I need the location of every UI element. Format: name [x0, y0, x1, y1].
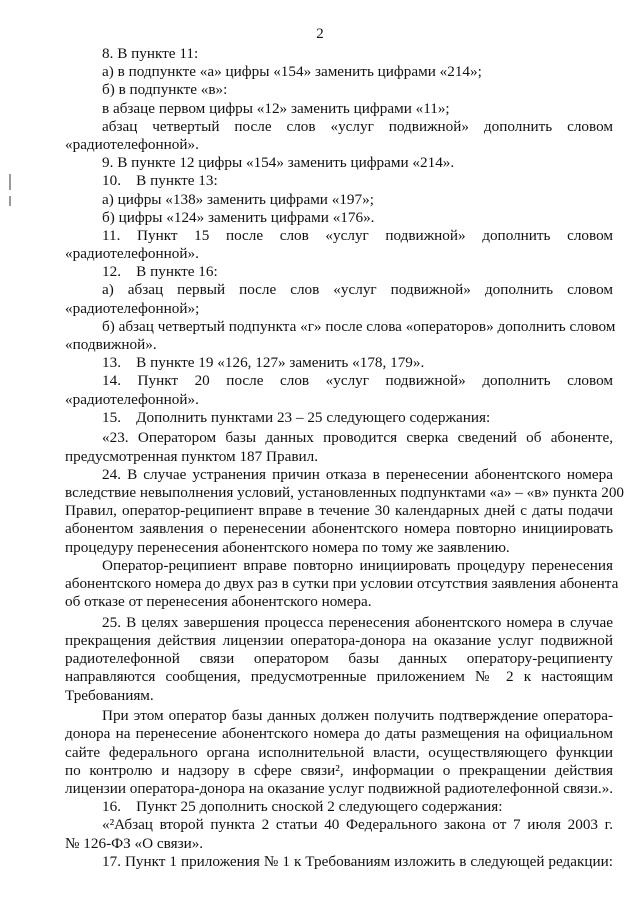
- text-line: 12. В пункте 16:: [102, 263, 218, 281]
- text-line: 24. В случае устранения причин отказа в перенесении абонентского номера: [102, 465, 613, 483]
- text-line: 13. В пункте 19 «126, 127» заменить «178, 179».: [102, 354, 425, 372]
- text-line: в абзаце первом цифры «12» заменить цифрами «11»;: [102, 99, 450, 117]
- text-line: а) абзац первый после слов «услуг подвижной» дополнить словом: [102, 281, 613, 299]
- text-line: абонентом заявления о перенесении абонентского номера повторно инициировать: [65, 520, 613, 538]
- text-line: абзац четвертый после слов «услуг подвижной» дополнить словом: [102, 117, 613, 135]
- text-line: б) абзац четвертый подпункта «г» после слова «операторов» дополнить словом: [102, 317, 616, 335]
- text-line: предусмотренная пунктом 187 Правил.: [65, 447, 318, 465]
- text-line: радиотелефонной связи оператором базы данных оператору-реципиенту: [65, 650, 613, 668]
- text-line: Правил, оператор-реципиент вправе в течение 30 календарных дней с даты подачи: [65, 502, 613, 520]
- text-line: Требованиям.: [65, 686, 154, 704]
- text-line: об отказе от перенесения абонентского номера.: [65, 593, 372, 611]
- text-line: № 126-ФЗ «О связи».: [65, 834, 204, 852]
- text-line: вследствие невыполнения условий, установленных подпунктами «а» – «в» пункта 200: [65, 484, 624, 501]
- text-line: 9. В пункте 12 цифры «154» заменить цифрами «214».: [102, 154, 455, 172]
- text-line: сайте федерального органа исполнительной власти, осуществляющего функции: [65, 743, 613, 761]
- text-line: 15. Дополнить пунктами 23 – 25 следующего содержания:: [102, 408, 491, 426]
- text-line: При этом оператор базы данных должен получить подтверждение оператора-: [102, 707, 613, 725]
- text-line: 14. Пункт 20 после слов «услуг подвижной» дополнить словом: [102, 372, 613, 390]
- text-line: по контролю и надзору в сфере связи², информации о прекращении действия: [65, 761, 613, 779]
- text-line: направляются сообщения, предусмотренные приложением № 2 к настоящим: [65, 668, 613, 686]
- text-line: 8. В пункте 11:: [102, 45, 199, 62]
- text-line: 10. В пункте 13:: [102, 172, 218, 190]
- margin-mark: [9, 174, 11, 190]
- text-line: «²Абзац второй пункта 2 статьи 40 Федерального закона от 7 июля 2003 г.: [102, 816, 613, 834]
- text-line: донора на перенесение абонентского номера до даты размещения на официальном: [65, 725, 613, 743]
- text-line: «подвижной».: [65, 336, 157, 353]
- text-line: 16. Пункт 25 дополнить сноской 2 следующего содержания:: [102, 798, 503, 816]
- text-line: 25. В целях завершения процесса перенесения абонентского номера в случае: [102, 613, 613, 631]
- text-line: а) цифры «138» заменить цифрами «197»;: [102, 190, 374, 208]
- text-line: 11. Пункт 15 после слов «услуг подвижной» дополнить словом: [102, 226, 613, 244]
- text-line: «радиотелефонной»;: [65, 299, 200, 317]
- text-line: а) в подпункте «а» цифры «154» заменить цифрами «214»;: [102, 63, 482, 81]
- text-line: «радиотелефонной».: [65, 245, 199, 263]
- text-line: б) в подпункте «в»:: [102, 81, 228, 99]
- text-line: б) цифры «124» заменить цифрами «176».: [102, 208, 375, 226]
- text-line: «23. Оператором базы данных проводится сверка сведений об абоненте,: [102, 429, 613, 447]
- text-line: процедуру перенесения абонентского номера по тому же заявлению.: [65, 538, 510, 556]
- text-line: «радиотелефонной».: [65, 390, 199, 408]
- text-line: Оператор-реципиент вправе повторно инициировать процедуру перенесения: [102, 556, 613, 574]
- text-line: 17. Пункт 1 приложения № 1 к Требованиям изложить в следующей редакции:: [102, 852, 613, 870]
- text-line: абонентского номера до двух раз в сутки при условии отсутствия заявления абонента: [65, 574, 619, 592]
- document-body: [65, 45, 624, 871]
- text-line: лицензии оператора-донора на оказание услуг подвижной радиотелефонной связи.».: [65, 780, 614, 797]
- margin-mark: [9, 196, 11, 206]
- text-line: «радиотелефонной».: [65, 135, 199, 153]
- page-number: 2: [316, 26, 324, 42]
- text-line: прекращения действия лицензии оператора-донора на оказание услуг подвижной: [65, 632, 613, 649]
